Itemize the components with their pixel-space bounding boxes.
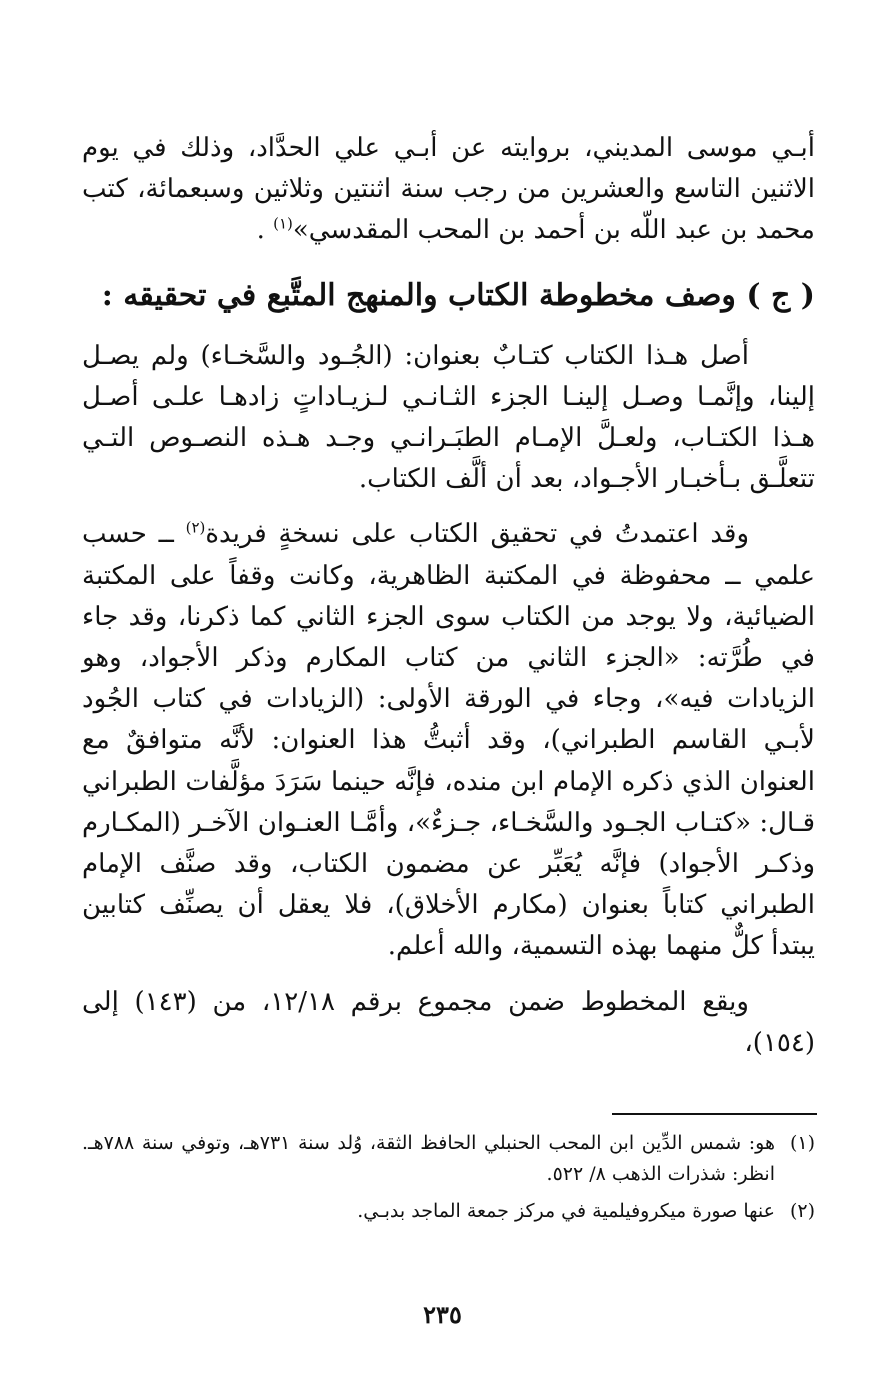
page-number: ٢٣٥	[423, 1300, 462, 1329]
paragraph-2-text-before: وقد اعتمدتُ في تحقيق الكتاب على نسخةٍ فريدة	[205, 519, 750, 550]
paragraph-1: أصل هـذا الكتاب كتـابٌ بعنوان: (الجُـود والسَّخـاء) ولم يصـل إلينا، وإنَّمـا وصـل إلينـا الجزء الثـانـي لـزيـاداتٍ زادهـا علـى أصـل هـذا الكتـاب، ولعـلَّ الإمـام الطبَـرانـي وجـد هـذه النصـوص التـي تتعلَّـق بـأخبـار الأجـواد، بعد أن ألَّف الكتاب.	[82, 340, 815, 495]
main-text	[82, 128, 815, 1064]
footnote-divider	[612, 1113, 817, 1115]
paragraph-2-text-after: ــ حسب علمي ــ محفوظة في المكتبة الظاهرية، وكانت وقفاً على المكتبة الضيائية، ولا يوجد من الكتاب سوى الجزء الثاني كما ذكرنا، وقد جاء في طُرَّته: «الجزء الثاني من كتاب المكارم وذكر الأجواد، وهو الزيادات فيه»، وجاء في الورقة الأولى: (الزيادات في كتاب الجُود لأبـي القاسم الطبراني)، وقد أثبتُّ هذا العنوان: لأنَّه متوافقٌ مع العنوان الذي ذكره الإمام ابن منده، فإنَّه حينما سَرَدَ مؤلَّفات الطبراني قـال: «كتـاب الجـود والسَّخـاء، جـزءٌ»، وأمَّـا العنـوان الآخـر (المكـارم وذكـر الأجواد) فإنَّه يُعَبِّر عن مضمون الكتاب، وقد صنَّف الإمام الطبراني كتاباً بعنوان (مكارم الأخلاق)، فلا يعقل أن يصنِّف كتابين يبتدأ كلٌّ منهما بهذه التسمية، والله أعلم.	[82, 519, 815, 962]
footnote-1-number: (١)	[789, 1132, 815, 1154]
footnote-2-number: (٢)	[789, 1200, 815, 1222]
footnote-2	[82, 1196, 815, 1227]
footnote-1-text: هو: شمس الدِّين ابن المحب الحنبلي الحافظ الثقة، وُلد سنة ٧٣١هـ، وتوفي سنة ٧٨٨هـ. انظر: شذرات الذهب ٨/ ٥٢٢.	[82, 1132, 776, 1185]
footnote-2-text: عنها صورة ميكروفيلمية في مركز جمعة الماجد بدبـي.	[357, 1200, 775, 1222]
footnote-ref-2: (٢)	[185, 518, 206, 537]
intro-paragraph-text: أبـي موسى المديني، بروايته عن أبـي علي الحدَّاد، وذلك في يوم الاثنين التاسع والعشرين من رجب سنة اثنتين وثلاثين وسبعمائة، كتب محمد بن عبد اللّه بن أحمد بن المحب المقدسي»	[82, 133, 815, 246]
section-heading: ( ج ) وصف مخطوطة الكتاب والمنهج المتَّبع في تحقيقه :	[101, 277, 815, 313]
footnote-1	[82, 1128, 815, 1190]
intro-paragraph-end: .	[256, 215, 274, 246]
intro-paragraph	[82, 128, 815, 252]
footnotes	[82, 1128, 815, 1233]
paragraph-2	[82, 514, 815, 967]
footnote-ref-1: (١)	[273, 214, 293, 233]
paragraph-3: ويقع المخطوط ضمن مجموع برقم ١٢/١٨، من (١٤٣) إلى (١٥٤)،	[82, 986, 815, 1058]
